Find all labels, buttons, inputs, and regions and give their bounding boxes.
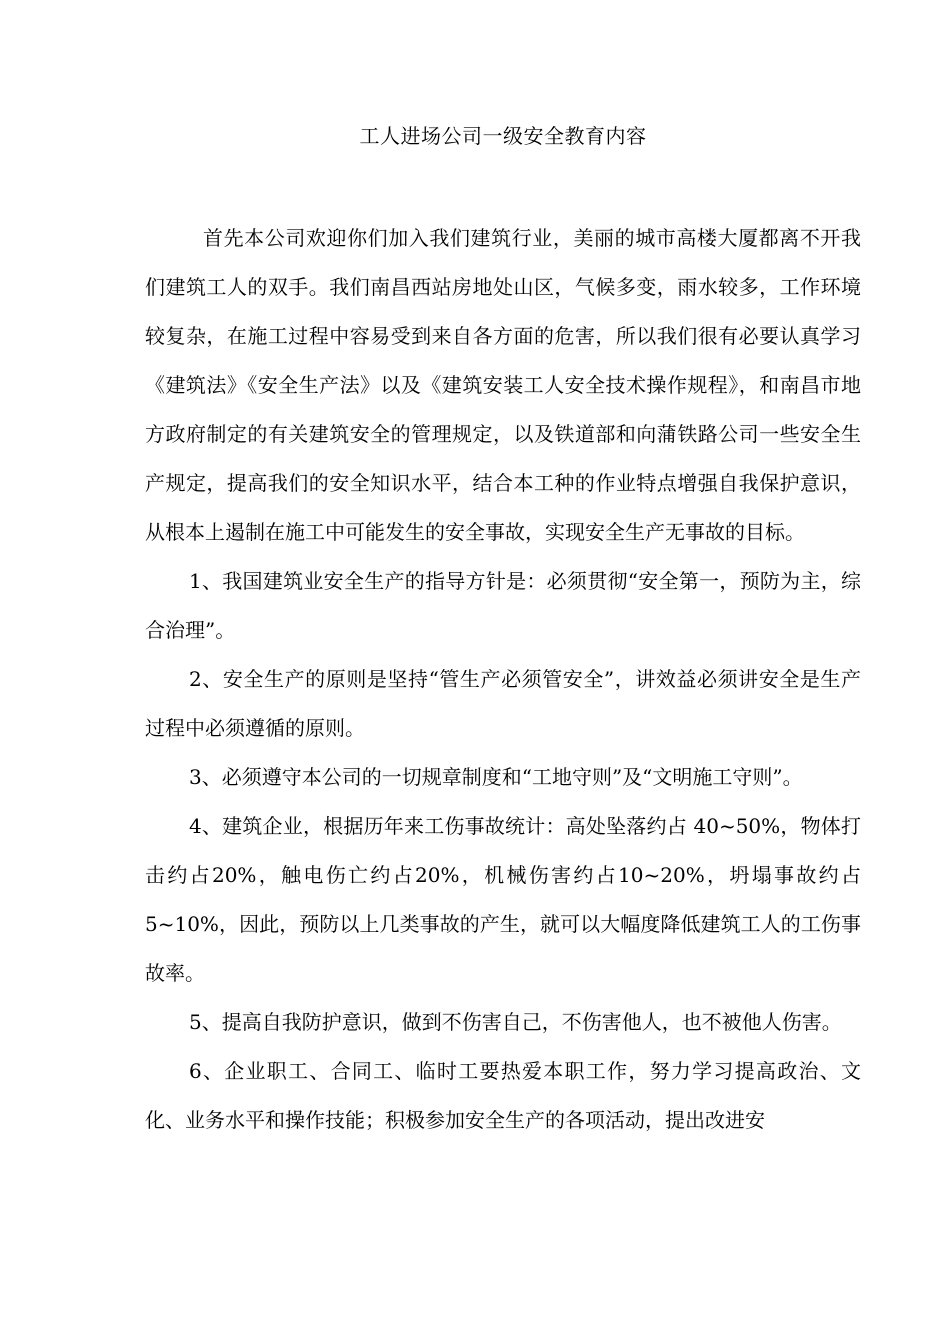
item-paragraph-6: 6、企业职工、合同工、临时工要热爱本职工作，努力学习提高政治、文化、业务水平和操作技能；积极参加安全生产的各项活动，提出改进安 (145, 1059, 861, 1132)
item-paragraph-1: 1、我国建筑业安全生产的指导方针是：必须贯彻“安全第一，预防为主，综合治理”。 (145, 569, 861, 642)
item-paragraph-5: 5、提高自我防护意识，做到不伤害自己，不伤害他人，也不被他人伤害。 (189, 1010, 842, 1034)
document-body (145, 214, 861, 1145)
item-paragraph-2: 2、安全生产的原则是坚持“管生产必须管安全”，讲效益必须讲安全是生产过程中必须遵循的原则。 (145, 667, 861, 740)
document-title: 工人进场公司一级安全教育内容 (359, 124, 647, 148)
item-paragraph-4: 4、建筑企业，根据历年来工伤事故统计：高处坠落约占 40~50%，物体打击约占20%，触电伤亡约占20%，机械伤害约占10~20%，坍塌事故约占5~10%，因此，预防以上几类事故的产生，就可以大幅度降低建筑工人的工伤事故率。 (145, 814, 861, 985)
item-paragraph-3: 3、必须遵守本公司的一切规章制度和“工地守则”及“文明施工守则”。 (189, 765, 803, 789)
intro-paragraph: 首先本公司欢迎你们加入我们建筑行业，美丽的城市高楼大厦都离不开我们建筑工人的双手。我们南昌西站房地处山区，气候多变，雨水较多，工作环境较复杂，在施工过程中容易受到来自各方面的危害，所以我们很有必要认真学习《建筑法》《安全生产法》以及《建筑安装工人安全技术操作规程》，和南昌市地方政府制定的有关建筑安全的管理规定，以及铁道部和向蒲铁路公司一些安全生产规定，提高我们的安全知识水平，结合本工种的作业特点增强自我保护意识，从根本上遏制在施工中可能发生的安全事故，实现安全生产无事故的目标。 (145, 226, 861, 544)
